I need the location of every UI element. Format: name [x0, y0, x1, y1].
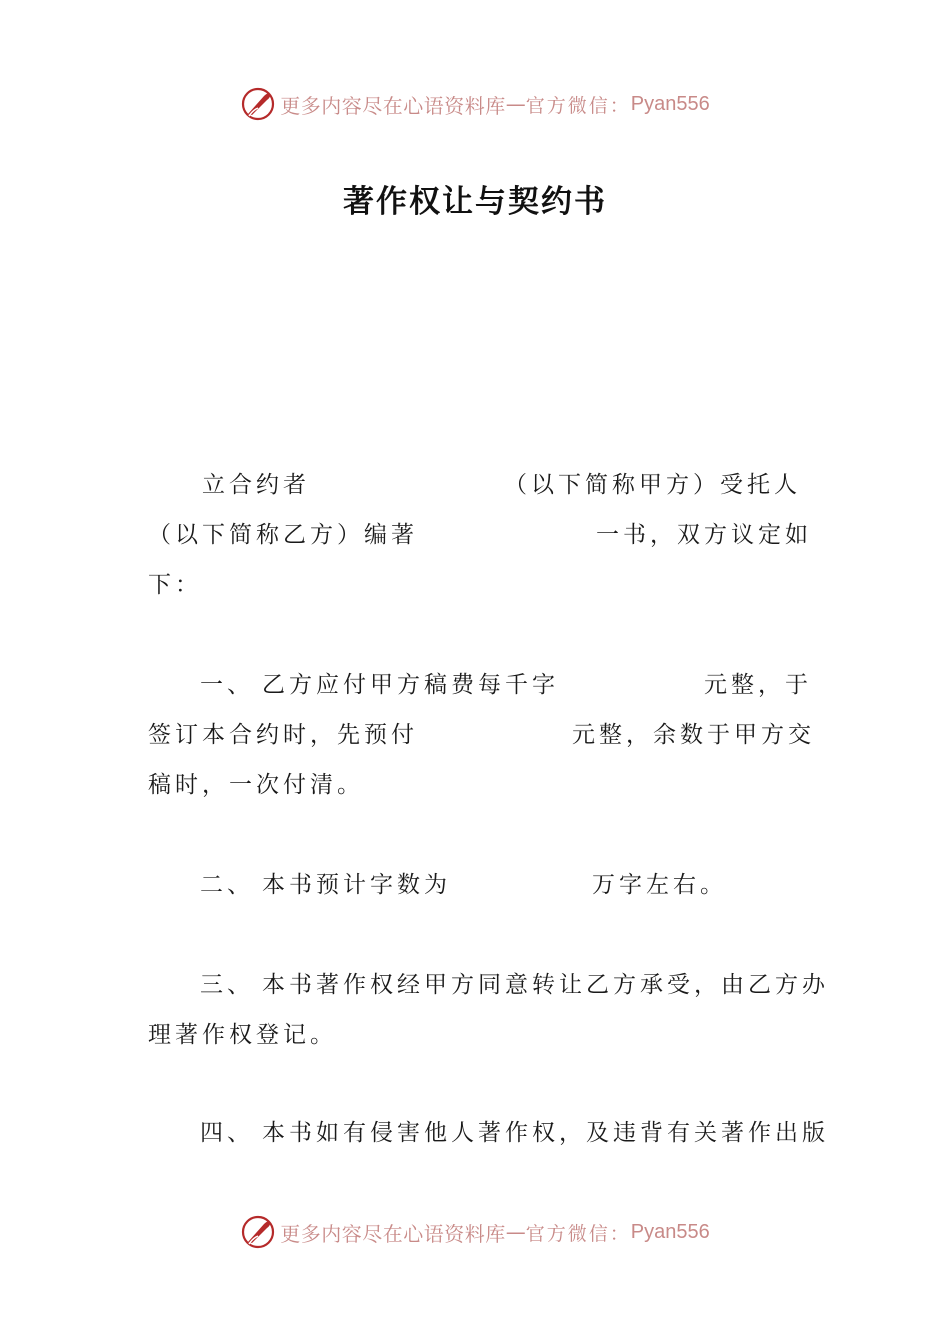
watermark-sub-text: 官方微信： [525, 1222, 631, 1245]
clause-1-fee-text: 乙方应付甲方稿费每千字 [262, 672, 559, 698]
clause-2-wordcount-unit: 万字左右。 [592, 872, 727, 898]
preamble-party-label: 立合约者 [202, 472, 310, 498]
preamble-ending: 下： [148, 572, 202, 598]
clause-1-balance-text: 元整，余数于甲方交 [572, 722, 815, 748]
footer-watermark [0, 1212, 950, 1252]
clause-3-text-continued: 理著作权登记。 [148, 1022, 337, 1048]
document-title: 著作权让与契约书 [343, 184, 607, 220]
preamble-book-agreement: 一书，双方议定如 [596, 522, 812, 548]
clause-4-number: 四、 [200, 1120, 254, 1146]
watermark-main-text: 更多内容尽在心语资料库 [280, 1221, 506, 1246]
clause-3-number: 三、 [200, 972, 254, 998]
watermark-wechat-id: Pyan556 [630, 92, 710, 115]
quill-pen-logo-icon [240, 86, 276, 122]
preamble-party-a-definition: （以下简称甲方）受托人 [504, 472, 801, 498]
clause-2-wordcount-text: 本书预计字数为 [262, 872, 451, 898]
clause-3-text: 本书著作权经甲方同意转让乙方承受，由乙方办 [262, 972, 829, 998]
clause-4-text: 本书如有侵害他人著作权，及违背有关著作出版 [262, 1120, 829, 1146]
watermark-separator: — [505, 1220, 526, 1244]
watermark-separator: — [505, 92, 526, 116]
clause-1-prepay-text: 签订本合约时，先预付 [148, 722, 418, 748]
clause-1-fee-unit: 元整，于 [704, 672, 812, 698]
watermark-wechat-id: Pyan556 [630, 1220, 710, 1243]
header-watermark [0, 84, 950, 124]
clause-1-settlement: 稿时，一次付清。 [148, 772, 364, 798]
preamble-party-b-definition: （以下简称乙方）编著 [148, 522, 418, 548]
watermark-sub-text: 官方微信： [525, 94, 631, 117]
watermark-main-text: 更多内容尽在心语资料库 [280, 93, 506, 118]
clause-2-number: 二、 [200, 872, 254, 898]
quill-pen-logo-icon [240, 1214, 276, 1250]
clause-1-number: 一、 [200, 672, 254, 698]
